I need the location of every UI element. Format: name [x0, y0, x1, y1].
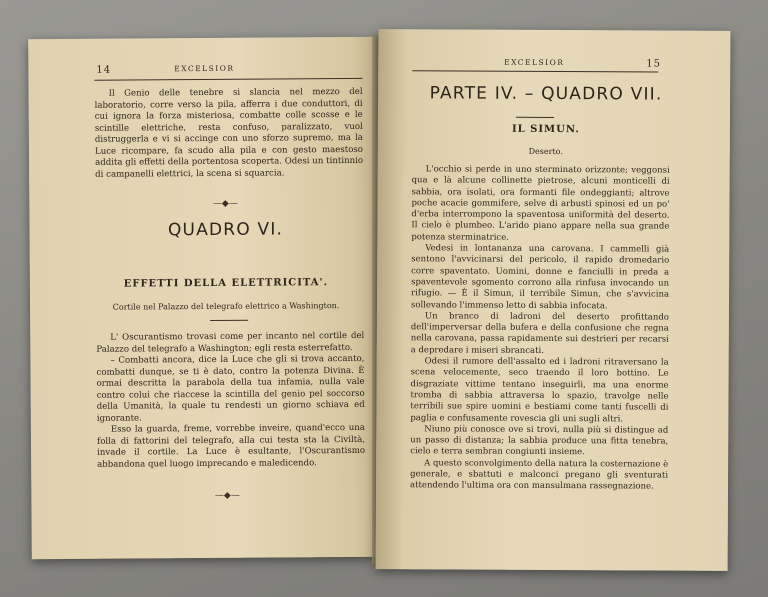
setting-line: Deserto. — [528, 146, 563, 157]
running-head: EXCELSIOR — [504, 57, 565, 68]
setting-line: Cortile nel Palazzo del telegrafo elettrico a Washington. — [112, 301, 340, 312]
paragraph: Il Genio delle tenebre si slancia nel mezzo del laboratorio, corre verso la pila, afferra i due conduttori, di cui ignora la forza misteriosa, combatte colle scosse e le scintille elettriche, resta confuso, paralizzato, vuol distruggerla e vi si accinge con uno sforzo supremo, ma la Luce ricompare, fa scudo alla pila e con gesto maestoso addita gli effetti della portentosa scoperta. Odesi un tintinnio di campanelli elettrici, la scena si squarcia. — [94, 86, 364, 180]
part-title: PARTE IV. – QUADRO VII. — [429, 83, 663, 105]
end-ornament: —◆— — [214, 490, 240, 501]
running-head: EXCELSIOR — [174, 63, 235, 74]
paragraph: Esso la guarda, freme, vorrebbe inveire, quand'ecco una folla di fattorini del telegrafo, alla cui testa sta la Civiltà, invade il cortile. La Luce è esultante, l'Oscurantismo abbandona quel luogo imprecando e maledicendo. — [96, 422, 366, 470]
section-title: IL SIMUN. — [511, 123, 580, 136]
page-number: 14 — [96, 64, 112, 76]
opening-paragraph — [95, 87, 364, 181]
ornament: —◆— — [212, 198, 238, 209]
paragraph: Odesi il rumore dell'assalto ed i ladroni ritraversano la scena velocemente, seco traendo il loro bottino. Le disgraziate vittime tentano inseguirli, ma una enorme tromba di sabbia attraversa lo spazio, travolge nelle terribili sue spire uomini e bestiami come tanti fuscelli di paglia e confusamente rovescia gli uni sugli altri. — [410, 356, 669, 424]
title-rule — [516, 117, 554, 118]
quadro-title: QUADRO VI. — [167, 219, 284, 241]
paragraph: L'occhio si perde in uno sterminato orizzonte; veggonsi qua e là alcune collinette pietrose, alcuni monticelli di sabbia, ora isolati, ora formanti file ondeggianti; altrove poche acacie gommifere, selve di arbusti spinosi ed un po' d'erba interrompono la spaventosa uniformità del deserto. Il cielo è plumbeo. L'arido piano appare nella sua grande potenza sterminatrice. — [411, 164, 670, 243]
section-title: EFFETTI DELLA ELETTRICITA'. — [123, 277, 329, 290]
paragraph: – Combatti ancora, dice la Luce che gli si trova accanto, combatti dunque, se ti è dato, contro la potenza Divina. È ormai descritta la parabola della tua infamia, nulla vale contro colui che riaccese la scintilla del genio pel soccorso della Umanità, la quale tu rendesti un giorno schiava ed ignorante. — [96, 353, 365, 424]
paragraph: A questo sconvolgimento della natura la costernazione è generale, e sbattuti e malconci pregano gli sventurati attendendo l'ultima ora con mansulmana rassegnazione. — [410, 458, 669, 492]
right-body — [410, 164, 670, 493]
header-rule — [94, 78, 362, 81]
right-page-header — [378, 57, 730, 70]
left-page — [28, 37, 384, 559]
left-body — [96, 331, 365, 471]
paragraph: L' Oscurantismo trovasi come per incanto nel cortile del Palazzo del telegrafo a Washington; egli resta esterrefatto. — [96, 330, 365, 355]
paragraph: Niuno più conosce ove si trovi, nulla più si distingue ad un passo di distanza; la sabbia produce una fitta tenebra, cielo e terra sembran congiunti insieme. — [410, 424, 669, 458]
right-page — [376, 29, 731, 571]
paragraph: Vedesi in lontananza una carovana. I cammelli già sentono l'avvicinarsi del pericolo, il rapido dromedario corre spaventato. Uomini, donne e fanciulli in preda a spaventevole sgomento corrono alla rinfusa invocando un rifugio. — È il Simun, il terribile Simun, che s'avvicina sollevando l'immenso letto di sabbia infocata. — [410, 243, 670, 311]
page-number: 15 — [646, 58, 661, 70]
left-page-header — [28, 63, 380, 76]
paragraph: Un branco di ladroni del deserto profittando dell'imperversar della bufera e della confusione che regna nella carovana, passa rapidamente sui destrieri per recarsi a depredare i miseri sbrancati. — [410, 311, 669, 356]
header-rule — [412, 70, 658, 72]
section-rule — [210, 320, 248, 321]
